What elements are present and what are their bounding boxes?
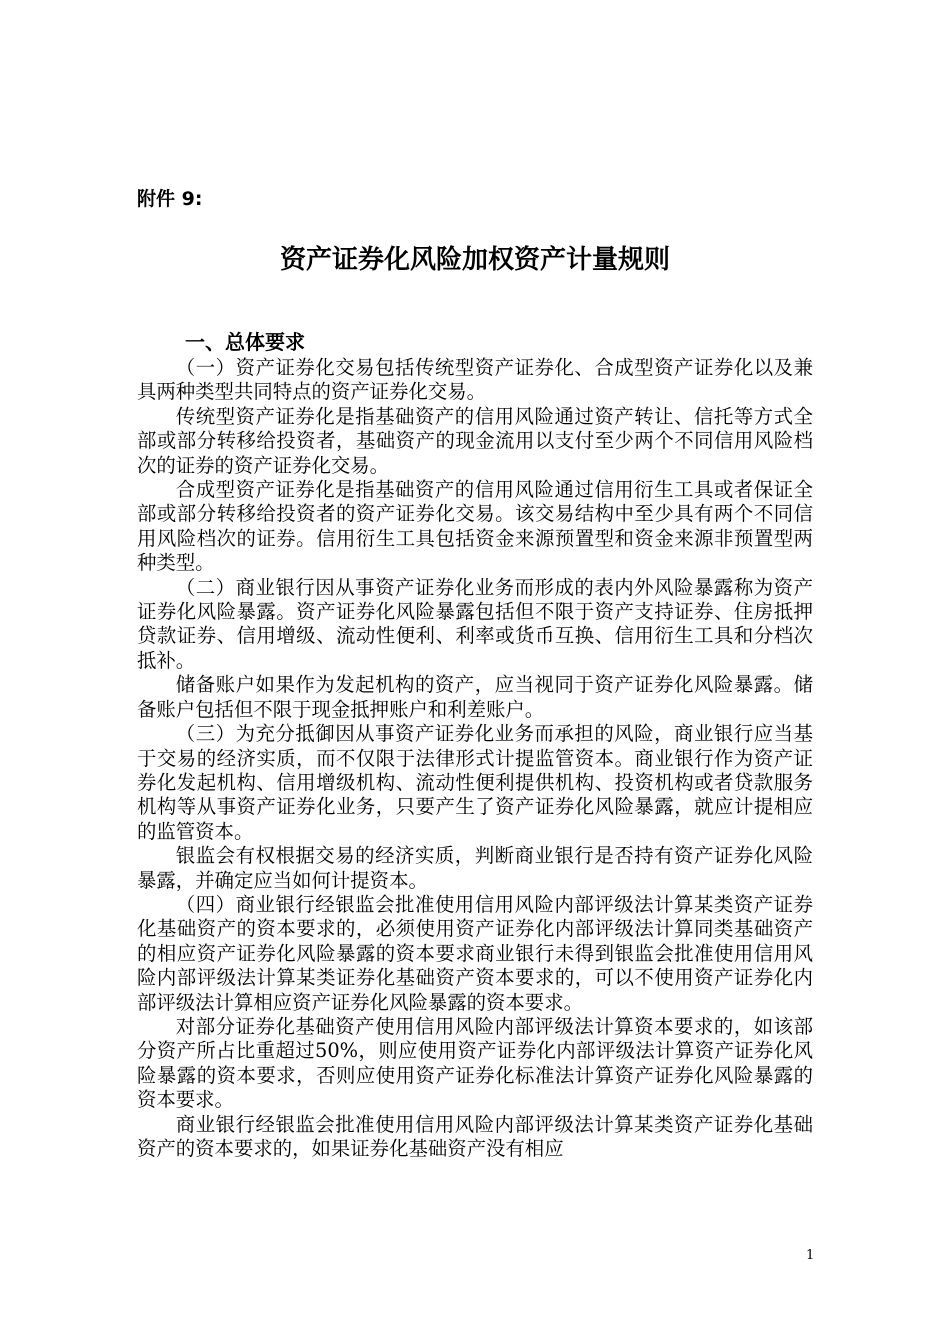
paragraph-6: （三）为充分抵御因从事资产证券化业务而承担的风险，商业银行应当基于交易的经济实质，而不仅限于法律形式计提监管资本。商业银行作为资产证券化发起机构、信用增级机构、流动性便利提供机构、投资机构或者贷款服务机构等从事资产证券化业务，只要产生了资产证券化风险暴露，就应计提相应的监管资本。 [137,722,813,843]
attachment-label: 附件 9: [137,188,203,210]
document-title: 资产证券化风险加权资产计量规则 [279,245,670,275]
paragraph-4: （二）商业银行因从事资产证券化业务而形成的表内外风险暴露称为资产证券化风险暴露。资产证券化风险暴露包括但不限于资产支持证券、住房抵押贷款证券、信用增级、流动性便利、利率或货币互换、信用衍生工具和分档次抵补。 [137,575,813,672]
paragraph-3: 合成型资产证券化是指基础资产的信用风险通过信用衍生工具或者保证全部或部分转移给投资者的资产证券化交易。该交易结构中至少具有两个不同信用风险档次的证券。信用衍生工具包括资金来源预置型和资金来源非预置型两种类型。 [137,478,813,575]
section-heading: 一、总体要求 [185,330,305,354]
paragraph-1: （一）资产证券化交易包括传统型资产证券化、合成型资产证券化以及兼具两种类型共同特点的资产证券化交易。 [137,356,813,404]
paragraph-5: 储备账户如果作为发起机构的资产，应当视同于资产证券化风险暴露。储备账户包括但不限于现金抵押账户和利差账户。 [137,673,813,721]
page-number: 1 [806,1248,815,1263]
paragraph-2: 传统型资产证券化是指基础资产的信用风险通过资产转让、信托等方式全部或部分转移给投资者，基础资产的现金流用以支付至少两个不同信用风险档次的证券的资产证券化交易。 [137,404,813,477]
document-body [137,356,813,1161]
paragraph-7: 银监会有权根据交易的经济实质，判断商业银行是否持有资产证券化风险暴露，并确定应当如何计提资本。 [137,844,813,892]
paragraph-9: 对部分证券化基础资产使用信用风险内部评级法计算资本要求的，如该部分资产所占比重超过50%，则应使用资产证券化内部评级法计算资产证券化风险暴露的资本要求，否则应使用资产证券化标准法计算资产证券化风险暴露的资本要求。 [137,1014,813,1112]
paragraph-10: 商业银行经银监会批准使用信用风险内部评级法计算某类资产证券化基础资产的资本要求的，如果证券化基础资产没有相应 [137,1112,813,1160]
paragraph-8: （四）商业银行经银监会批准使用信用风险内部评级法计算某类资产证券化基础资产的资本要求的，必须使用资产证券化内部评级法计算同类基础资产的相应资产证券化风险暴露的资本要求商业银行未得到银监会批准使用信用风险内部评级法计算某类证券化基础资产资本要求的，可以不使用资产证券化内部评级法计算相应资产证券化风险暴露的资本要求。 [137,892,813,1014]
